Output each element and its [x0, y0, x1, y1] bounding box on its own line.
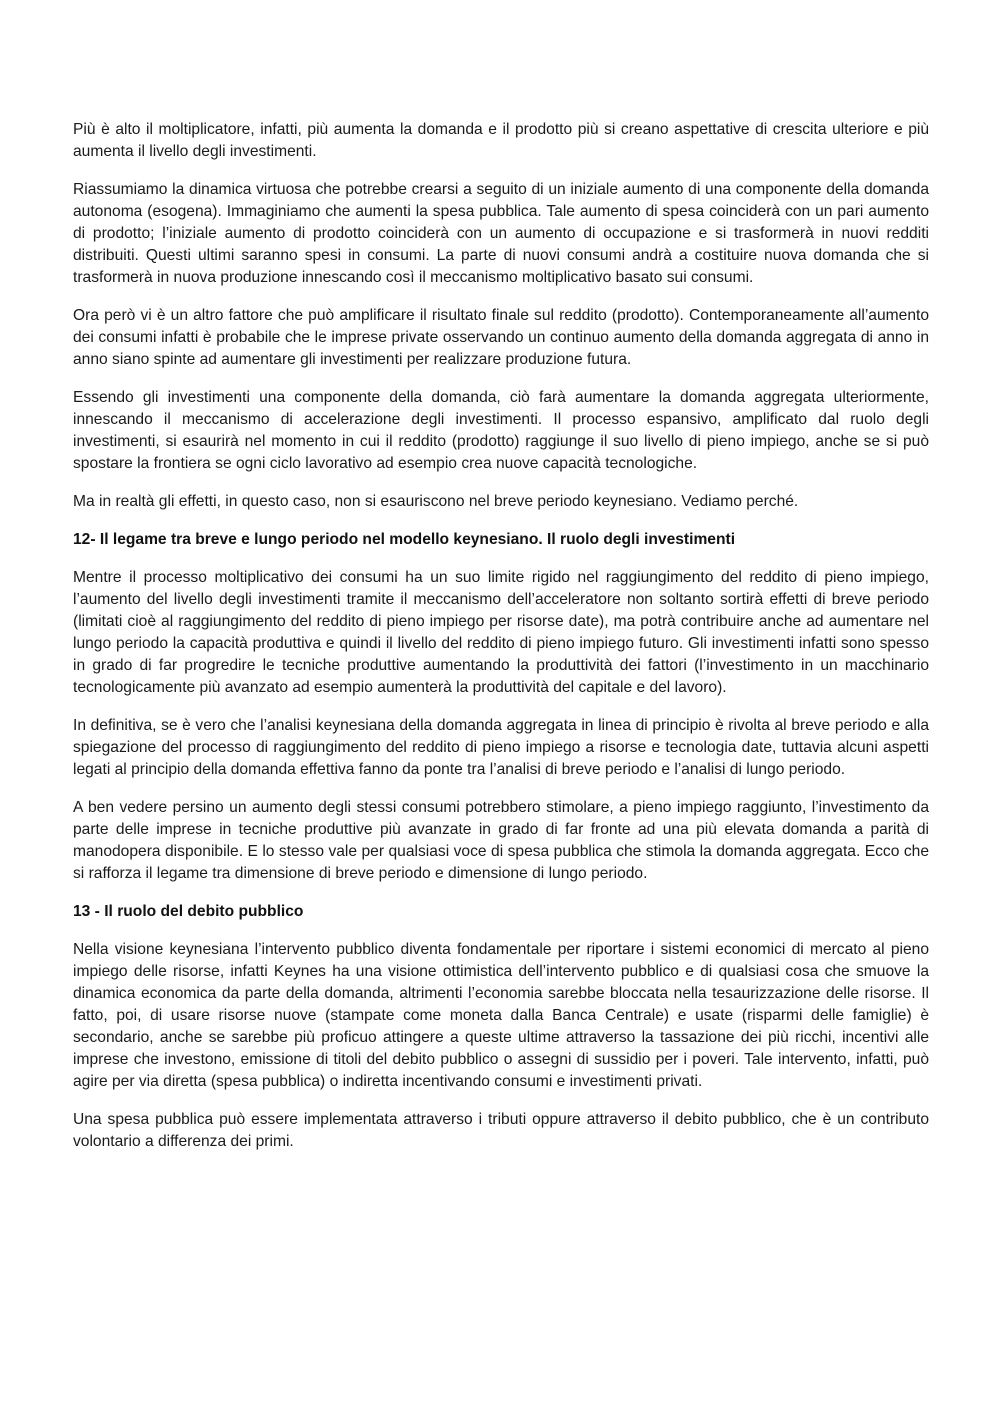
paragraph-a-ben-vedere: A ben vedere persino un aumento degli stessi consumi potrebbero stimolare, a pieno impiego raggiunto, l’investimento da parte delle imprese in tecniche produttive più avanzate in grado di far fronte ad una più elevata domanda a parità di manodopera disponibile. E lo stesso vale per qualsiasi voce di spesa pubblica che stimola la domanda aggregata. Ecco che si rafforza il legame tra dimensione di breve periodo e dimensione di lungo periodo. — [73, 799, 929, 882]
paragraph-visione-keynesiana: Nella visione keynesiana l’intervento pubblico diventa fondamentale per riportare i sistemi economici di mercato al pieno impiego delle risorse, infatti Keynes ha una visione ottimistica dell’intervento pubblico e di qualsiasi cosa che smuove la dinamica economica da parte della domanda, altrimenti l’economia sarebbe bloccata nella tesaurizzazione delle risorse. Il fatto, poi, di usare risorse nuove (stampate come moneta dalla Banca Centrale) e usate (risparmi delle famiglie) è secondario, anche se sarebbe più proficuo attingere a queste ultime attraverso la tassazione dei più ricchi, incentivi alle imprese che investono, emissione di titoli del debito pubblico o assegni di sussidio per i poveri. Tale intervento, infatti, può agire per via diretta (spesa pubblica) o indiretta incentivando consumi e investimenti privati. — [73, 941, 929, 1090]
paragraph-effetti-breve-periodo: Ma in realtà gli effetti, in questo caso, non si esauriscono nel breve periodo keynesiano. Vediamo perché. — [73, 493, 799, 510]
paragraph-processo-moltiplicativo: Mentre il processo moltiplicativo dei consumi ha un suo limite rigido nel raggiungimento del reddito di pieno impiego, l’aumento del livello degli investimenti tramite il meccanismo dell’acceleratore non soltanto sortirà effetti di breve periodo (limitati cioè al raggiungimento del reddito di pieno impiego per risorse date), ma potrà contribuire anche ad aumentare nel lungo periodo la capacità produttiva e quindi il livello del reddito di pieno impiego futuro. Gli investimenti infatti sono spesso in grado di far progredire le tecniche produttive aumentando la produttività dei fattori (l’investimento in un macchinario tecnologicamente più avanzato ad esempio aumenterà la produttività del capitale e del lavoro). — [73, 569, 929, 696]
paragraph-accelerazione-investimenti: Essendo gli investimenti una componente della domanda, ciò farà aumentare la domanda aggregata ulteriormente, innescando il meccanismo di accelerazione degli investimenti. Il processo espansivo, amplificato dal ruolo degli investimenti, si esaurirà nel momento in cui il reddito (prodotto) raggiunge il suo livello di pieno impiego, anche se si può spostare la frontiera se ogni ciclo lavorativo ad esempio crea nuove capacità tecnologiche. — [73, 389, 929, 472]
document-page — [73, 119, 929, 1169]
section-heading-13: 13 - Il ruolo del debito pubblico — [73, 903, 304, 920]
paragraph-moltiplicatore: Più è alto il moltiplicatore, infatti, più aumenta la domanda e il prodotto più si creano aspettative di crescita ulteriore e più aumenta il livello degli investimenti. — [73, 121, 929, 160]
paragraph-spesa-pubblica: Una spesa pubblica può essere implementata attraverso i tributi oppure attraverso il debito pubblico, che è un contributo volontario a differenza dei primi. — [73, 1111, 929, 1150]
paragraph-in-definitiva: In definitiva, se è vero che l’analisi keynesiana della domanda aggregata in linea di principio è rivolta al breve periodo e alla spiegazione del processo di raggiungimento del reddito di pieno impiego a risorse e tecnologia date, tuttavia alcuni aspetti legati al principio della domanda effettiva fanno da ponte tra l’analisi di breve periodo e l’analisi di lungo periodo. — [73, 717, 929, 778]
paragraph-fattore-amplificante: Ora però vi è un altro fattore che può amplificare il risultato finale sul reddito (prodotto). Contemporaneamente all’aumento dei consumi infatti è probabile che le imprese private osservando un continuo aumento della domanda aggregata di anno in anno siano spinte ad aumentare gli investimenti per realizzare produzione futura. — [73, 307, 929, 368]
paragraph-dinamica-virtuosa: Riassumiamo la dinamica virtuosa che potrebbe crearsi a seguito di un iniziale aumento di una componente della domanda autonoma (esogena). Immaginiamo che aumenti la spesa pubblica. Tale aumento di spesa coinciderà con un pari aumento di prodotto; l’iniziale aumento di prodotto coinciderà con un aumento di occupazione e si trasformerà in nuovi redditi distribuiti. Questi ultimi saranno spesi in consumi. La parte di nuovi consumi andrà a costituire nuova domanda che si trasformerà in nuova produzione innescando così il meccanismo moltiplicativo basato sui consumi. — [73, 181, 929, 286]
section-heading-12: 12- Il legame tra breve e lungo periodo nel modello keynesiano. Il ruolo degli investimenti — [73, 531, 736, 548]
